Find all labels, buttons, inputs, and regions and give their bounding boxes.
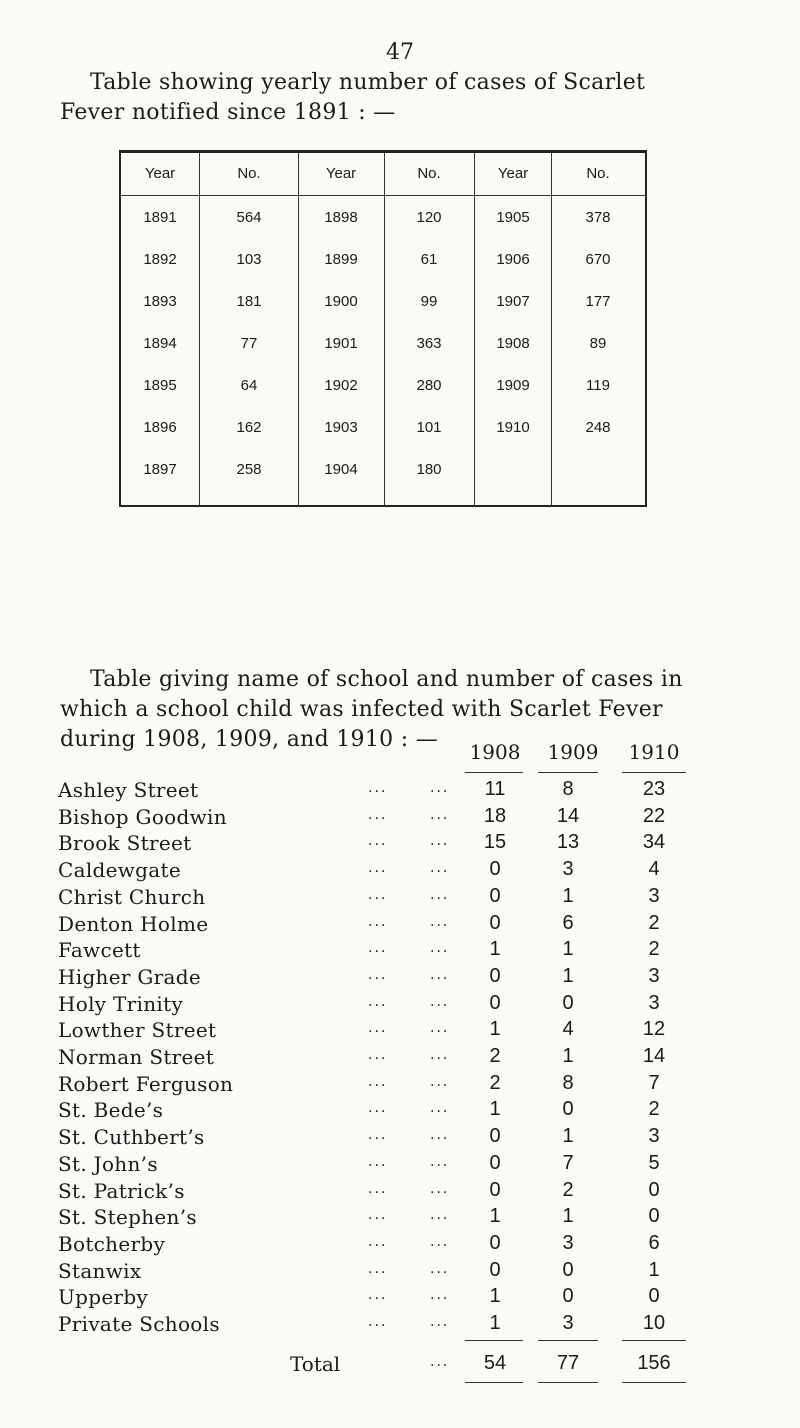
total-row [0, 1352, 800, 1376]
cases-1909: 1 [562, 964, 574, 987]
table2-caption-line1: Table giving name of school and number of cases in [90, 667, 683, 692]
table2-caption-line3: during 1908, 1909, and 1910 : — [60, 727, 439, 752]
leader-dots: ... [368, 993, 388, 1010]
year-header-1908: 1908 [469, 740, 521, 764]
leader-dots: ... [368, 1073, 388, 1090]
cases-1910: 5 [648, 1151, 660, 1174]
school-name: St. Cuthbert’s [58, 1125, 205, 1150]
school-row [0, 1045, 800, 1069]
leader-dots: ... [368, 966, 388, 983]
cases-1910: 6 [648, 1231, 660, 1254]
school-row [0, 805, 800, 829]
year-header-1910: 1910 [628, 740, 680, 764]
leader-dots: ... [368, 1020, 388, 1037]
leader-dots: ... [368, 1153, 388, 1170]
cases-1908: 0 [489, 1125, 501, 1148]
table1-count-cell: 180 [416, 461, 442, 478]
table1-header: No. [417, 165, 441, 182]
leader-dots: ... [368, 833, 388, 850]
school-name: Robert Ferguson [58, 1071, 234, 1096]
page-number: 47 [386, 40, 414, 65]
school-name: Private Schools [58, 1312, 220, 1336]
table1-count-cell: 119 [586, 377, 610, 394]
leader-dots: ... [368, 1314, 388, 1330]
bottom-rule-1910 [622, 1382, 686, 1383]
leader-dots: ... [368, 1100, 388, 1117]
leader-dots: ... [368, 913, 388, 930]
table1-count-cell: 177 [585, 293, 611, 310]
cases-1909: 2 [562, 1178, 574, 1201]
table1-year-cell: 1905 [496, 209, 530, 226]
cases-1908: 1 [489, 1098, 501, 1121]
header-rule-1908 [465, 772, 523, 773]
school-row [0, 858, 800, 882]
table1-year-cell: 1902 [324, 377, 358, 394]
table1-count-cell: 363 [416, 335, 442, 352]
school-row [0, 831, 800, 855]
cases-1909: 1 [562, 1045, 574, 1067]
table1-header: No. [237, 165, 261, 182]
total-1908: 54 [483, 1352, 507, 1374]
table1-header: Year [325, 165, 357, 182]
cases-1910: 3 [648, 884, 660, 907]
leader-dots: ... [430, 806, 450, 823]
leader-dots: ... [368, 860, 388, 877]
cases-1909: 0 [562, 1258, 574, 1281]
table1-divider [474, 153, 475, 505]
cases-1910: 1 [648, 1258, 660, 1281]
leader-dots: ... [430, 860, 450, 877]
table1-count-cell: 120 [416, 209, 442, 226]
table1-year-cell: 1904 [324, 461, 358, 478]
table1-header: No. [586, 165, 610, 182]
cases-1910: 2 [648, 938, 660, 961]
cases-1910: 3 [648, 1125, 660, 1148]
school-row [0, 1259, 800, 1283]
school-name: Norman Street [58, 1045, 215, 1069]
header-rule-1909 [538, 772, 598, 773]
school-row [0, 938, 800, 962]
school-row [0, 1152, 800, 1176]
table1-header: Year [497, 165, 529, 182]
school-row [0, 778, 800, 802]
cases-1908: 1 [489, 1018, 501, 1041]
cases-1910: 3 [648, 964, 660, 987]
leader-dots: ... [430, 780, 450, 796]
table2-caption-line2: which a school child was infected with Scarlet Fever [60, 697, 663, 722]
school-row [0, 1072, 800, 1096]
leader-dots: ... [430, 1127, 450, 1144]
school-name: Caldewgate [58, 858, 181, 883]
table1-count-cell: 103 [236, 251, 262, 268]
cases-1910: 14 [642, 1045, 666, 1067]
cases-1909: 1 [562, 884, 574, 907]
table1-count-cell: 258 [236, 461, 262, 478]
school-name: Stanwix [58, 1258, 142, 1283]
table1-header: Year [144, 165, 176, 182]
cases-1909: 3 [562, 1312, 574, 1334]
school-row [0, 1205, 800, 1229]
table1-year-cell: 1901 [324, 335, 358, 352]
total-1910: 156 [637, 1352, 671, 1374]
leader-dots: ... [368, 780, 388, 796]
school-name: Botcherby [58, 1231, 166, 1256]
school-row [0, 1312, 800, 1336]
cases-1910: 2 [648, 911, 660, 934]
bottom-rule-1908 [465, 1382, 523, 1383]
total-label: Total [290, 1352, 341, 1376]
school-row [0, 1285, 800, 1309]
table1-count-cell: 162 [236, 419, 262, 436]
cases-1908: 1 [489, 1312, 501, 1334]
cases-1909: 0 [562, 991, 574, 1014]
school-name: Bishop Goodwin [58, 804, 227, 829]
leader-dots: ... [430, 1100, 450, 1117]
cases-1908: 18 [483, 804, 507, 827]
cases-1908: 0 [489, 964, 501, 987]
table1-count-cell: 248 [585, 419, 611, 436]
table1-count-cell: 378 [585, 209, 611, 226]
school-row [0, 965, 800, 989]
bottom-rule-1909 [538, 1382, 598, 1383]
school-name: Denton Holme [58, 911, 209, 936]
school-row [0, 1179, 800, 1203]
cases-1908: 1 [489, 938, 501, 961]
leader-dots: ... [430, 1073, 450, 1090]
table1-count-cell: 181 [236, 293, 262, 310]
table1-count-cell: 89 [589, 335, 607, 352]
school-name: St. Patrick’s [58, 1178, 185, 1203]
leader-dots: ... [368, 886, 388, 903]
cases-1909: 3 [562, 1231, 574, 1254]
school-name: Holy Trinity [58, 991, 184, 1016]
table1-year-cell: 1894 [143, 335, 177, 352]
school-name: Christ Church [58, 884, 206, 909]
table1-count-cell: 77 [240, 335, 258, 352]
cases-1909: 6 [562, 911, 574, 934]
leader-dots: ... [368, 1233, 388, 1250]
table1-caption [60, 68, 760, 128]
table1-caption-line2: Fever notified since 1891 : — [60, 100, 396, 125]
cases-1908: 11 [484, 778, 506, 800]
leader-dots: ... [430, 1207, 450, 1224]
table1-count-cell: 99 [420, 293, 438, 310]
school-name: Upperby [58, 1285, 149, 1310]
school-row [0, 1125, 800, 1149]
total-1909: 77 [556, 1352, 580, 1374]
cases-1909: 14 [556, 804, 580, 827]
cases-1908: 0 [489, 911, 501, 934]
cases-1908: 2 [489, 1045, 501, 1067]
cases-1909: 0 [562, 1098, 574, 1121]
year-header-1909: 1909 [547, 740, 599, 764]
total-rule-1910 [622, 1340, 686, 1341]
school-name: Brook Street [58, 831, 192, 856]
table1-year-cell: 1893 [143, 293, 177, 310]
cases-1910: 2 [648, 1098, 660, 1121]
total-rule-1909 [538, 1340, 598, 1341]
cases-1910: 0 [648, 1178, 660, 1201]
total-rule-1908 [465, 1340, 523, 1341]
cases-1910: 4 [648, 858, 660, 881]
cases-1909: 4 [562, 1018, 574, 1041]
cases-1908: 15 [483, 831, 507, 854]
cases-1908: 2 [489, 1071, 501, 1094]
table1-year-cell: 1899 [324, 251, 358, 268]
leader-dots: ... [368, 1287, 388, 1304]
cases-1909: 13 [556, 831, 580, 854]
school-row [0, 912, 800, 936]
table1-count-cell: 280 [416, 377, 442, 394]
school-name: Higher Grade [58, 964, 201, 989]
school-row [0, 1098, 800, 1122]
table1-year-cell: 1897 [143, 461, 177, 478]
school-name: St. John’s [58, 1151, 158, 1176]
cases-1909: 1 [562, 938, 574, 961]
cases-1909: 8 [562, 1071, 574, 1094]
leader-dots: ... [430, 1180, 450, 1197]
cases-1908: 1 [489, 1205, 501, 1228]
school-name: St. Stephen’s [58, 1205, 197, 1230]
leader-dots: ... [430, 833, 450, 850]
table1-count-cell: 101 [416, 419, 442, 436]
table1-divider [384, 153, 385, 505]
table1-year-cell: 1898 [324, 209, 358, 226]
table1-year-cell: 1896 [143, 419, 177, 436]
school-name: Ashley Street [58, 778, 199, 802]
leader-dots: ... [430, 993, 450, 1010]
leader-dots: ... [368, 1260, 388, 1277]
cases-1910: 0 [648, 1285, 660, 1308]
leader-dots: ... [430, 1314, 450, 1330]
yearly-cases-table [119, 150, 647, 507]
table1-year-cell: 1907 [496, 293, 530, 310]
table1-divider [199, 153, 200, 505]
school-row [0, 1018, 800, 1042]
leader-dots: ... [430, 1020, 450, 1037]
school-name: Lowther Street [58, 1018, 217, 1043]
school-row [0, 885, 800, 909]
cases-1910: 7 [648, 1071, 660, 1094]
leader-dots: ... [368, 1180, 388, 1197]
table1-year-cell: 1900 [324, 293, 358, 310]
cases-1908: 0 [489, 991, 501, 1014]
table1-count-cell: 61 [420, 251, 438, 268]
cases-1909: 8 [562, 778, 574, 800]
school-row [0, 1232, 800, 1256]
leader-dots: ... [430, 1153, 450, 1170]
school-name: Fawcett [58, 938, 141, 963]
leader-dots: ... [430, 1047, 450, 1063]
leader-dots: ... [368, 806, 388, 823]
table1-year-cell: 1906 [496, 251, 530, 268]
table1-count-cell: 564 [236, 209, 262, 226]
table1-year-cell: 1909 [496, 377, 530, 394]
cases-1910: 12 [642, 1018, 666, 1041]
leader-dots: ... [430, 966, 450, 983]
cases-1908: 0 [489, 884, 501, 907]
table1-year-cell: 1891 [143, 209, 177, 226]
cases-1908: 0 [489, 1151, 501, 1174]
school-name: St. Bede’s [58, 1098, 164, 1123]
cases-1909: 1 [562, 1125, 574, 1148]
leader-dots: ... [430, 940, 450, 957]
leader-dots: ... [430, 1233, 450, 1250]
leader-dots: ... [368, 940, 388, 957]
leader-dots: ... [368, 1127, 388, 1144]
table1-caption-line1: Table showing yearly number of cases of Scarlet [90, 70, 646, 95]
cases-1909: 1 [562, 1205, 574, 1228]
table1-year-cell: 1908 [496, 335, 530, 352]
table1-year-cell: 1903 [324, 419, 358, 436]
leader-dots: ... [430, 913, 450, 930]
table1-year-cell: 1895 [143, 377, 177, 394]
cases-1908: 0 [489, 1178, 501, 1201]
table1-year-cell: 1892 [143, 251, 177, 268]
leader-dots: ... [430, 1354, 450, 1370]
table1-divider [551, 153, 552, 505]
table1-count-cell: 64 [240, 377, 258, 394]
leader-dots: ... [430, 886, 450, 903]
cases-1908: 1 [489, 1285, 501, 1308]
cases-1908: 0 [489, 1231, 501, 1254]
cases-1910: 22 [642, 804, 666, 827]
school-row [0, 992, 800, 1016]
cases-1910: 10 [642, 1312, 666, 1334]
table1-divider [298, 153, 299, 505]
cases-1910: 34 [642, 831, 666, 854]
header-rule-1910 [622, 772, 686, 773]
leader-dots: ... [430, 1287, 450, 1304]
cases-1908: 0 [489, 1258, 501, 1281]
leader-dots: ... [368, 1047, 388, 1063]
cases-1910: 0 [648, 1205, 660, 1228]
table1-header-rule [121, 195, 645, 196]
cases-1910: 3 [648, 991, 660, 1014]
cases-1908: 0 [489, 858, 501, 881]
cases-1909: 3 [562, 858, 574, 881]
cases-1910: 23 [642, 778, 666, 800]
table1-year-cell: 1910 [496, 419, 530, 436]
leader-dots: ... [430, 1260, 450, 1277]
cases-1909: 0 [562, 1285, 574, 1308]
leader-dots: ... [368, 1207, 388, 1224]
cases-1909: 7 [562, 1151, 574, 1174]
table1-count-cell: 670 [585, 251, 611, 268]
